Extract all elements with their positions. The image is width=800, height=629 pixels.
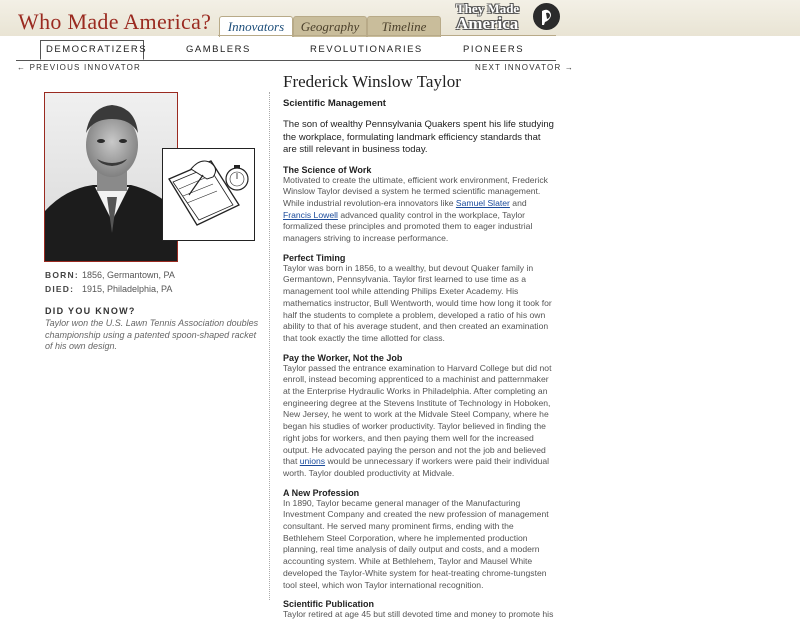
- unions-link[interactable]: unions: [299, 456, 326, 467]
- born-value: 1856, Germantown, PA: [82, 270, 175, 280]
- category-revolutionaries[interactable]: REVOLUTIONARIES: [310, 44, 423, 55]
- they-made-america-logo[interactable]: [456, 2, 528, 34]
- tab-innovators[interactable]: Innovators: [219, 16, 293, 37]
- section-heading-scientific-publication: Scientific Publication: [283, 599, 375, 610]
- next-innovator-label: NEXT INNOVATOR: [475, 63, 562, 72]
- article: [283, 72, 555, 629]
- text-span: and: [509, 197, 527, 208]
- previous-innovator-link[interactable]: [17, 63, 141, 72]
- innovator-subtitle: Scientific Management: [283, 98, 386, 109]
- site-title[interactable]: Who Made America?: [18, 9, 212, 34]
- section-text-perfect-timing: Taylor was born in 1856, to a wealthy, but devout Quaker family in Germantown, Pennsylvania. Taylor first learned to use time as a management tool while attending Philips Exeter Academy. His mathematics instructor, Bull Wentworth, would time how long it took for half the students to complete a problem, developed a ratio of his own ability to that of his average student, and then created an examination that took exactly the time allotted for class.: [283, 262, 552, 343]
- text-span: Motivated to create the ultimate, efficient work environment, Frederick Winslow Taylor devised a system he termed scientific management. While industrial revolution-era innovators like: [283, 174, 548, 208]
- category-gamblers[interactable]: GAMBLERS: [186, 44, 251, 55]
- section-heading-pay-the-worker: Pay the Worker, Not the Job: [283, 352, 403, 363]
- section-heading-science-of-work: The Science of Work: [283, 164, 372, 175]
- stopwatch-sketch: [162, 148, 255, 241]
- section-heading-perfect-timing: Perfect Timing: [283, 252, 346, 263]
- text-span: advanced quality control in the workplace, Taylor formalized these principles and promoted them to eager industrial managers striving to increase performance.: [283, 209, 533, 244]
- category-nav: [16, 40, 556, 61]
- section-text-new-profession: In 1890, Taylor became general manager of the Manufacturing Investment Company and created the new profession of management consultant. He served many prominent firms, ending with the Bethlehem Steel Corporation, where he implemented production planning, real time analysis of daily output and costs, and a modern accounting system. While at Bethlehem, Taylor and Mausel White developed the Taylor-White system for heat-treating chrome-tungsten tool steel, which won Taylor international recognition.: [283, 497, 549, 590]
- previous-innovator-label: PREVIOUS INNOVATOR: [29, 63, 142, 72]
- tab-geography[interactable]: Geography: [293, 16, 367, 37]
- tab-timeline[interactable]: Timeline: [367, 16, 441, 37]
- arrow-right-icon: →: [564, 63, 575, 72]
- column-divider: [269, 92, 270, 600]
- portrait-photo: [44, 92, 178, 262]
- section-text-pay-the-worker: [283, 363, 555, 480]
- category-pioneers[interactable]: PIONEERS: [463, 44, 525, 55]
- section-text-science-of-work: [283, 175, 555, 245]
- born-label: BORN:: [45, 270, 79, 280]
- pbs-logo-icon[interactable]: [533, 3, 560, 30]
- tab-underline: [218, 35, 556, 36]
- text-span: Taylor passed the entrance examination to Harvard College but did not enroll, instead becoming apprenticed to a machinist and patternmaker at the Enterprise Hydraulic Works in Philadelphia. After completing an engineering degree at the Stevens Institute of Technology in Hoboken, New Jersey, he went to work at the Midvale Steel Company, where he began his studies of worker productivity. Taylor believed in finding the right jobs for workers, and then paying them well for the increased output. He advocated paying the person and not the job and believed that: [283, 362, 552, 467]
- arrow-left-icon: ←: [17, 63, 27, 72]
- died-value: 1915, Philadelphia, PA: [82, 284, 173, 294]
- died-label: DIED:: [45, 284, 75, 294]
- article-intro: The son of wealthy Pennsylvania Quakers spent his life studying the workplace, formulating landmark efficiency standards that are still relevant in business today.: [283, 119, 554, 155]
- section-text-scientific-publication: Taylor retired at age 45 but still devoted time and money to promote his: [283, 609, 554, 620]
- logo-line-2: America: [456, 14, 519, 33]
- category-democratizers[interactable]: DEMOCRATIZERS: [46, 44, 148, 55]
- did-you-know-text: Taylor won the U.S. Lawn Tennis Association doubles championship using a patented spoon-shaped racket of his own design.: [45, 318, 259, 352]
- did-you-know-title: DID YOU KNOW?: [45, 306, 136, 316]
- text-span: would be unnecessary if workers were paid their individual worth. Taylor doubled productivity at Midvale.: [283, 456, 550, 478]
- samuel-slater-link[interactable]: Samuel Slater: [455, 197, 510, 208]
- sketch-illustration-icon: [163, 149, 254, 240]
- pbs-head-icon: [533, 3, 560, 30]
- francis-lowell-link[interactable]: Francis Lowell: [283, 209, 338, 220]
- portrait-illustration: [45, 93, 178, 262]
- logo-line-1: They Made: [456, 1, 520, 16]
- innovator-name: Frederick Winslow Taylor: [283, 72, 461, 91]
- next-innovator-link[interactable]: [475, 63, 574, 72]
- section-heading-new-profession: A New Profession: [283, 487, 360, 498]
